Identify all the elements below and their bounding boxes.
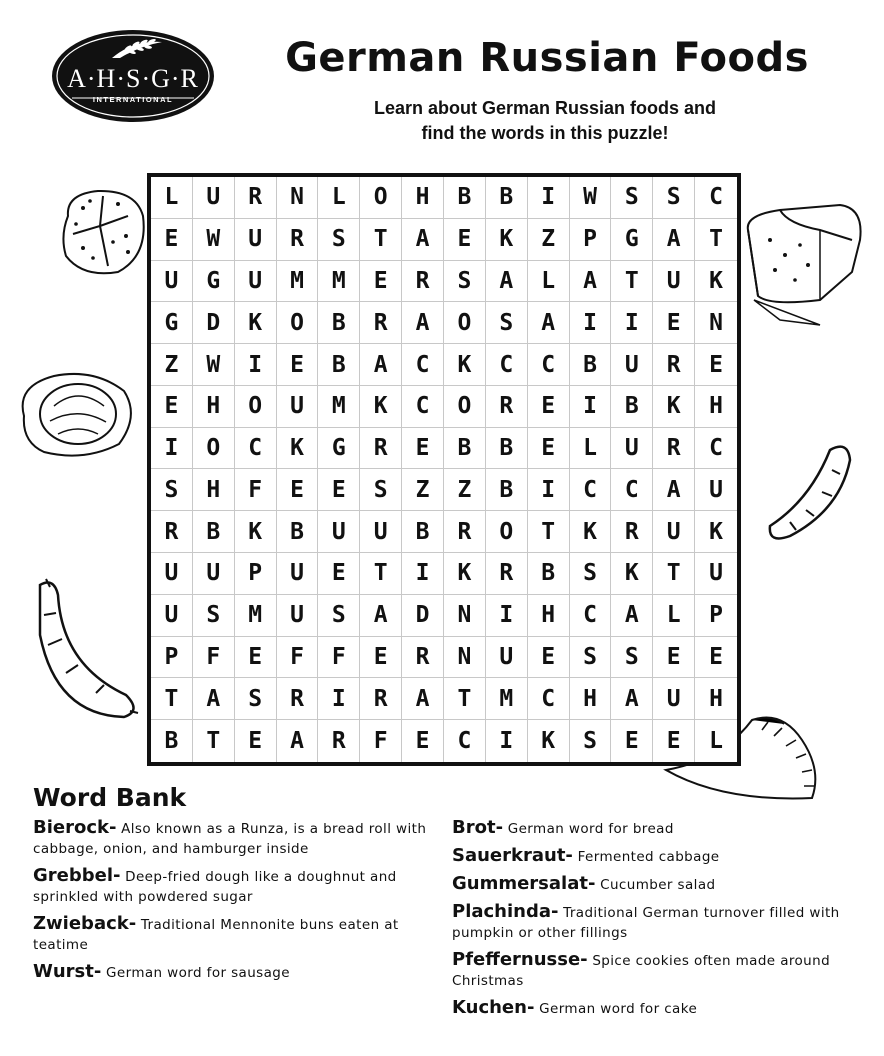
word-term: Sauerkraut- xyxy=(452,845,573,866)
word-bank-entry xyxy=(452,818,852,839)
grid-cell[interactable]: M xyxy=(318,261,360,303)
grid-cell[interactable]: E xyxy=(318,469,360,511)
sausage-icon xyxy=(760,440,856,546)
subtitle-line: Learn about German Russian foods and xyxy=(373,98,717,118)
grid-cell[interactable]: F xyxy=(193,637,235,679)
word-definition: Traditional German turnover filled with pumpkin or other fillings xyxy=(452,905,840,941)
grid-cell[interactable]: T xyxy=(444,678,486,720)
grid-cell[interactable]: E xyxy=(235,720,277,762)
grid-cell[interactable]: A xyxy=(360,595,402,637)
grid-cell[interactable]: P xyxy=(235,553,277,595)
sausage-icon xyxy=(26,575,142,725)
grid-cell[interactable]: E xyxy=(653,302,695,344)
grid-cell[interactable]: T xyxy=(360,553,402,595)
grid-cell[interactable]: U xyxy=(695,553,737,595)
grid-cell[interactable]: U xyxy=(277,553,319,595)
grid-cell[interactable]: S xyxy=(653,177,695,219)
grid-cell[interactable]: U xyxy=(653,511,695,553)
grid-cell[interactable]: I xyxy=(151,428,193,470)
grid-cell[interactable]: P xyxy=(570,219,612,261)
word-term: Bierock- xyxy=(33,817,117,838)
grid-cell[interactable]: B xyxy=(570,344,612,386)
grid-cell[interactable]: F xyxy=(360,720,402,762)
grid-cell[interactable]: W xyxy=(193,219,235,261)
grid-cell[interactable]: E xyxy=(695,344,737,386)
word-bank-entry xyxy=(452,950,852,991)
grid-cell[interactable]: U xyxy=(151,261,193,303)
loaf-icon xyxy=(740,200,868,330)
word-bank-title: Word Bank xyxy=(33,783,187,812)
grid-cell[interactable]: C xyxy=(570,595,612,637)
grid-cell[interactable]: L xyxy=(318,177,360,219)
word-bank-entry xyxy=(452,998,852,1019)
grid-cell[interactable]: R xyxy=(653,428,695,470)
grid-cell[interactable]: B xyxy=(318,302,360,344)
grid-cell[interactable]: R xyxy=(611,511,653,553)
grid-cell[interactable]: L xyxy=(570,428,612,470)
grid-cell[interactable]: O xyxy=(193,428,235,470)
grid-cell[interactable]: P xyxy=(695,595,737,637)
grid-cell[interactable]: O xyxy=(277,302,319,344)
grid-cell[interactable]: M xyxy=(318,386,360,428)
grid-cell[interactable]: L xyxy=(653,595,695,637)
grid-cell[interactable]: K xyxy=(570,511,612,553)
grid-cell[interactable]: I xyxy=(318,678,360,720)
grid-cell[interactable]: S xyxy=(318,219,360,261)
grid-cell[interactable]: H xyxy=(402,177,444,219)
grid-cell[interactable]: S xyxy=(360,469,402,511)
grid-cell[interactable]: C xyxy=(695,428,737,470)
grid-cell[interactable]: S xyxy=(570,637,612,679)
grid-cell[interactable]: R xyxy=(277,219,319,261)
grid-cell[interactable]: U xyxy=(611,344,653,386)
grid-cell[interactable]: E xyxy=(151,386,193,428)
grid-cell[interactable]: M xyxy=(277,261,319,303)
grid-cell[interactable]: B xyxy=(444,177,486,219)
grid-cell[interactable]: K xyxy=(695,261,737,303)
grid-cell[interactable]: S xyxy=(151,469,193,511)
grid-cell[interactable]: A xyxy=(402,302,444,344)
word-definition: Fermented cabbage xyxy=(572,849,720,865)
grid-cell[interactable]: K xyxy=(611,553,653,595)
grid-cell[interactable]: L xyxy=(528,261,570,303)
grid-cell[interactable]: A xyxy=(402,678,444,720)
grid-cell[interactable]: R xyxy=(653,344,695,386)
grid-cell[interactable]: H xyxy=(695,386,737,428)
grid-cell[interactable]: R xyxy=(402,261,444,303)
grid-cell[interactable]: R xyxy=(277,678,319,720)
grid-cell[interactable]: R xyxy=(151,511,193,553)
grid-cell[interactable]: T xyxy=(151,678,193,720)
word-bank-entry xyxy=(452,846,852,867)
grid-cell[interactable]: K xyxy=(360,386,402,428)
grid-cell[interactable]: E xyxy=(151,219,193,261)
grid-cell[interactable]: A xyxy=(486,261,528,303)
grid-cell[interactable]: K xyxy=(695,511,737,553)
word-bank-right-column xyxy=(452,818,852,1026)
word-definition: Cucumber salad xyxy=(595,877,716,893)
grid-cell[interactable]: E xyxy=(653,637,695,679)
grid-cell[interactable]: G xyxy=(611,219,653,261)
grid-cell[interactable]: R xyxy=(486,386,528,428)
grid-cell[interactable]: R xyxy=(360,428,402,470)
grid-cell[interactable]: D xyxy=(193,302,235,344)
grid-cell[interactable]: U xyxy=(193,553,235,595)
word-definition: German word for sausage xyxy=(101,965,290,981)
word-term: Zwieback- xyxy=(33,913,137,934)
grid-cell[interactable]: C xyxy=(570,469,612,511)
grid-cell[interactable]: E xyxy=(528,428,570,470)
grid-cell[interactable]: B xyxy=(444,428,486,470)
grid-cell[interactable]: K xyxy=(444,344,486,386)
grid-cell[interactable]: B xyxy=(402,511,444,553)
grid-cell[interactable]: N xyxy=(444,637,486,679)
grid-cell[interactable]: K xyxy=(277,428,319,470)
grid-cell[interactable]: S xyxy=(318,595,360,637)
grid-cell[interactable]: T xyxy=(611,261,653,303)
word-search-grid xyxy=(147,173,741,766)
grid-cell[interactable]: O xyxy=(360,177,402,219)
grid-cell[interactable]: M xyxy=(486,678,528,720)
grid-cell[interactable]: K xyxy=(528,720,570,762)
page-subtitle xyxy=(300,96,790,146)
grid-cell[interactable]: C xyxy=(611,469,653,511)
grid-cell[interactable]: E xyxy=(528,637,570,679)
cabbage-icon xyxy=(14,366,142,462)
word-term: Pfeffernusse- xyxy=(452,949,588,970)
logo-subtext: INTERNATIONAL xyxy=(92,95,174,104)
grid-cell[interactable]: T xyxy=(193,720,235,762)
grid-cell[interactable]: R xyxy=(235,177,277,219)
grid-cell[interactable]: E xyxy=(528,386,570,428)
grid-cell[interactable]: C xyxy=(402,386,444,428)
word-term: Wurst- xyxy=(33,961,102,982)
grid-cell[interactable]: U xyxy=(235,219,277,261)
grid-cell[interactable]: T xyxy=(653,553,695,595)
grid-cell[interactable]: U xyxy=(235,261,277,303)
grid-cell[interactable]: H xyxy=(570,678,612,720)
grid-cell[interactable]: B xyxy=(486,428,528,470)
word-definition: Also known as a Runza, is a bread roll with cabbage, onion, and hamburger inside xyxy=(33,821,427,857)
grid-cell[interactable]: R xyxy=(360,678,402,720)
logo-text: A·H·S·G·R xyxy=(67,64,199,93)
grid-cell[interactable]: K xyxy=(486,219,528,261)
grid-cell[interactable]: C xyxy=(444,720,486,762)
grid-cell[interactable]: I xyxy=(570,302,612,344)
grid-cell[interactable]: U xyxy=(193,177,235,219)
word-term: Brot- xyxy=(452,817,504,838)
grid-cell[interactable]: S xyxy=(570,720,612,762)
grid-cell[interactable]: E xyxy=(360,637,402,679)
grid-cell[interactable]: U xyxy=(277,595,319,637)
word-term: Gummersalat- xyxy=(452,873,596,894)
grid-cell[interactable]: U xyxy=(486,637,528,679)
word-definition: Traditional Mennonite buns eaten at teatime xyxy=(33,917,399,953)
grid-cell[interactable]: L xyxy=(151,177,193,219)
word-definition: German word for cake xyxy=(534,1001,698,1017)
word-term: Kuchen- xyxy=(452,997,535,1018)
grid-cell[interactable]: I xyxy=(486,595,528,637)
grid-cell[interactable]: C xyxy=(695,177,737,219)
grid-cell[interactable]: B xyxy=(318,344,360,386)
word-bank-entry xyxy=(33,914,433,955)
grid-cell[interactable]: L xyxy=(709,728,723,755)
grid-cell[interactable]: U xyxy=(611,428,653,470)
grid-cell[interactable]: Z xyxy=(528,219,570,261)
page-title: German Russian Foods xyxy=(285,35,809,81)
grid-cell[interactable]: C xyxy=(486,344,528,386)
grid-cell[interactable]: S xyxy=(611,637,653,679)
grid-cell[interactable]: K xyxy=(235,511,277,553)
grid-cell[interactable]: E xyxy=(277,469,319,511)
word-bank-entry xyxy=(33,962,433,983)
grid-cell[interactable]: N xyxy=(695,302,737,344)
grid-cell[interactable]: S xyxy=(444,261,486,303)
grid-cell[interactable]: H xyxy=(695,678,737,720)
grid-cell[interactable]: F xyxy=(277,637,319,679)
grid-cell[interactable]: A xyxy=(360,344,402,386)
grid-cell[interactable]: H xyxy=(193,386,235,428)
grid-cell[interactable]: K xyxy=(653,386,695,428)
grid-cell[interactable]: P xyxy=(151,637,193,679)
grid-cell[interactable]: S xyxy=(235,678,277,720)
word-bank-left-column xyxy=(33,818,433,990)
grid-cell[interactable]: S xyxy=(193,595,235,637)
grid-cell[interactable]: A xyxy=(402,219,444,261)
grid-cell[interactable]: A xyxy=(528,302,570,344)
grid-cell[interactable]: E xyxy=(611,720,653,762)
grid-cell[interactable]: S xyxy=(486,302,528,344)
grid-cell[interactable]: O xyxy=(486,511,528,553)
word-bank-entry xyxy=(33,866,433,907)
grid-cell[interactable]: S xyxy=(611,177,653,219)
grid-cell[interactable]: C xyxy=(528,344,570,386)
subtitle-line: find the words in this puzzle! xyxy=(421,123,669,143)
grid-cell[interactable]: U xyxy=(277,386,319,428)
grid-cell[interactable]: A xyxy=(570,261,612,303)
grid-cell[interactable]: A xyxy=(277,720,319,762)
grid-cell[interactable]: G xyxy=(193,261,235,303)
grid-cell[interactable]: A xyxy=(653,469,695,511)
grid-cell[interactable]: U xyxy=(151,553,193,595)
grid-cell[interactable]: U xyxy=(318,511,360,553)
word-definition: Deep-fried dough like a doughnut and sprinkled with powdered sugar xyxy=(33,869,397,905)
grid-cell[interactable]: B xyxy=(486,469,528,511)
word-bank-entry xyxy=(452,874,852,895)
grid-cell[interactable]: D xyxy=(402,595,444,637)
grid-cell[interactable]: C xyxy=(528,678,570,720)
grid-cell[interactable]: H xyxy=(193,469,235,511)
grid-cell[interactable]: I xyxy=(486,720,528,762)
grid-cell[interactable]: I xyxy=(235,344,277,386)
grid-cell[interactable]: N xyxy=(444,595,486,637)
grid-cell[interactable]: B xyxy=(193,511,235,553)
word-definition: German word for bread xyxy=(503,821,674,837)
grid-cell[interactable]: B xyxy=(277,511,319,553)
ahsgr-logo xyxy=(50,28,216,124)
grid-cell[interactable]: R xyxy=(444,511,486,553)
grid-cell[interactable]: Z xyxy=(151,344,193,386)
bread-roll-icon xyxy=(58,186,148,278)
grid-cell[interactable]: R xyxy=(486,553,528,595)
grid-cell[interactable]: R xyxy=(318,720,360,762)
grid-cell[interactable]: A xyxy=(653,219,695,261)
grid-cell[interactable]: G xyxy=(318,428,360,470)
grid-cell[interactable]: U xyxy=(653,261,695,303)
grid-cell[interactable]: G xyxy=(151,302,193,344)
grid-cell[interactable]: T xyxy=(360,219,402,261)
grid-cell[interactable]: K xyxy=(235,302,277,344)
grid-cell[interactable]: B xyxy=(151,720,193,762)
grid-cell[interactable]: T xyxy=(528,511,570,553)
grid-cell[interactable]: B xyxy=(528,553,570,595)
grid-cell[interactable]: Z xyxy=(444,469,486,511)
grid-cell[interactable]: A xyxy=(611,595,653,637)
grid-cell[interactable]: U xyxy=(360,511,402,553)
grid-cell[interactable]: E xyxy=(402,428,444,470)
grid-cell[interactable]: I xyxy=(528,469,570,511)
grid-cell[interactable]: E xyxy=(444,219,486,261)
grid-cell[interactable]: W xyxy=(570,177,612,219)
grid-cell[interactable]: R xyxy=(402,637,444,679)
grid-cell[interactable]: U xyxy=(695,469,737,511)
grid-cell[interactable]: C xyxy=(235,428,277,470)
grid-cell[interactable]: U xyxy=(151,595,193,637)
grid-cell[interactable]: E xyxy=(318,553,360,595)
grid-cell[interactable]: W xyxy=(193,344,235,386)
grid-cell[interactable]: Z xyxy=(402,469,444,511)
grid-cell[interactable]: I xyxy=(402,553,444,595)
grid-cell[interactable]: O xyxy=(444,302,486,344)
grid-cell[interactable]: K xyxy=(444,553,486,595)
grid-cell[interactable]: H xyxy=(528,595,570,637)
grid-cell[interactable]: I xyxy=(528,177,570,219)
grid-cell[interactable]: O xyxy=(235,386,277,428)
grid-cell[interactable]: A xyxy=(193,678,235,720)
grid-cell[interactable]: E xyxy=(695,637,737,679)
grid-cell[interactable]: I xyxy=(611,302,653,344)
grid-cell[interactable]: R xyxy=(360,302,402,344)
grid-cell[interactable]: F xyxy=(235,469,277,511)
grid-cell[interactable]: C xyxy=(402,344,444,386)
word-definition: Spice cookies often made around Christmas xyxy=(452,953,831,989)
grid-cell[interactable]: E xyxy=(277,344,319,386)
grid-cell[interactable]: B xyxy=(486,177,528,219)
grid-cell[interactable]: E xyxy=(235,637,277,679)
grid-cell[interactable]: A xyxy=(611,678,653,720)
word-term: Plachinda- xyxy=(452,901,559,922)
grid-cell[interactable]: E xyxy=(653,720,695,762)
grid-cell[interactable]: N xyxy=(277,177,319,219)
grid-cell[interactable]: S xyxy=(570,553,612,595)
grid-cell[interactable]: B xyxy=(611,386,653,428)
grid-cell[interactable]: T xyxy=(695,219,737,261)
word-bank-entry xyxy=(452,902,852,943)
grid-cell[interactable]: O xyxy=(444,386,486,428)
grid-cell[interactable]: E xyxy=(402,720,444,762)
grid-cell[interactable]: M xyxy=(235,595,277,637)
word-term: Grebbel- xyxy=(33,865,121,886)
grid-cell[interactable]: F xyxy=(318,637,360,679)
grid-cell[interactable]: U xyxy=(653,678,695,720)
grid-cell[interactable]: E xyxy=(360,261,402,303)
word-bank-entry xyxy=(33,818,433,859)
grid-cell[interactable]: I xyxy=(570,386,612,428)
